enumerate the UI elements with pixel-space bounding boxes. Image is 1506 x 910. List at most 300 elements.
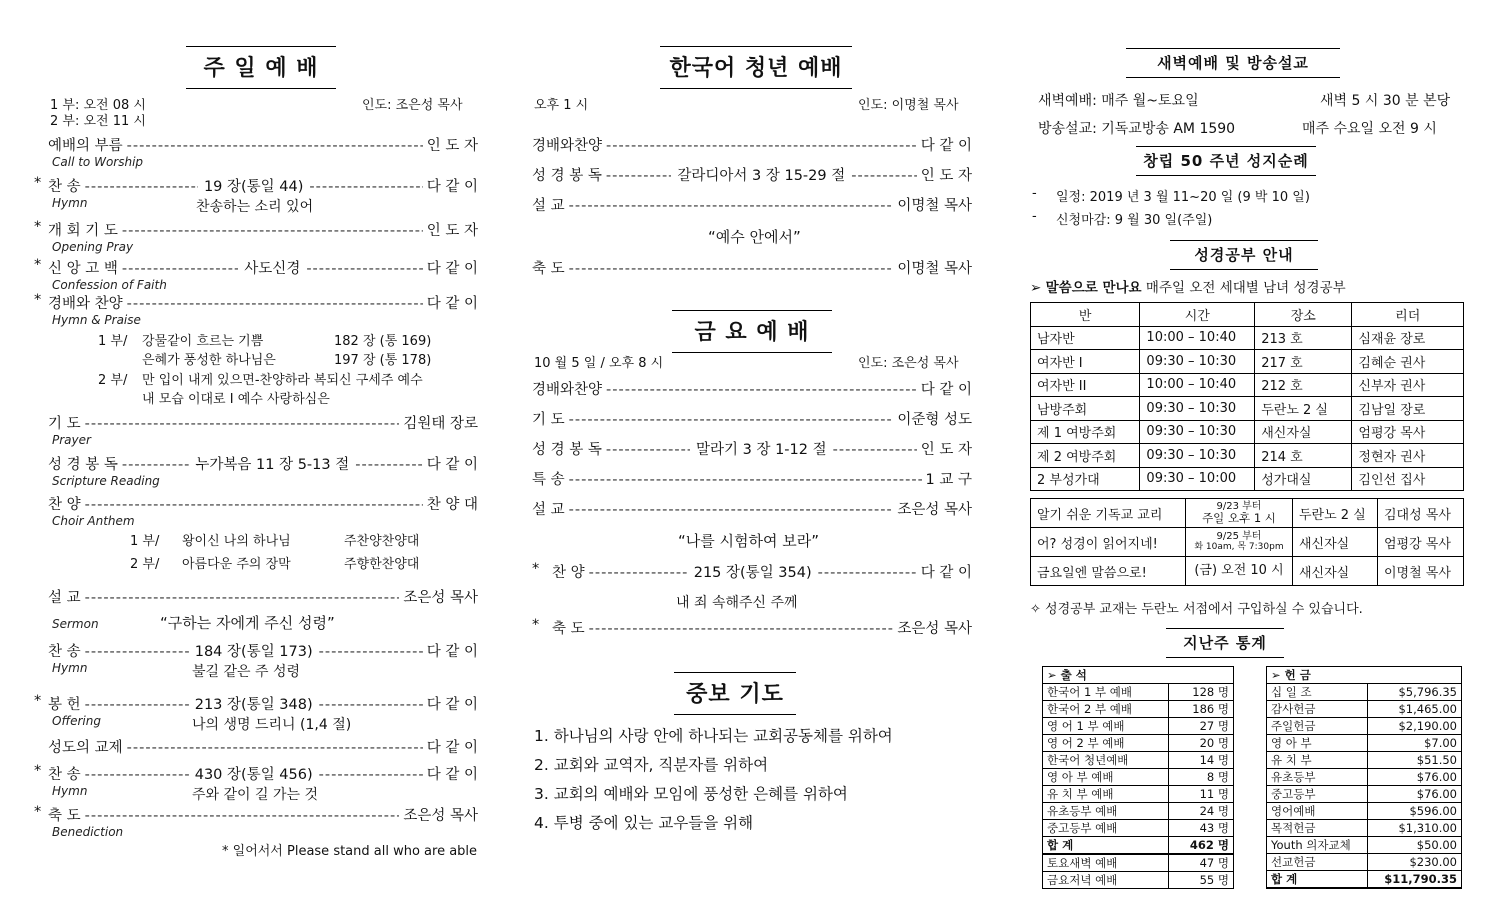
study-time-line-1: 9/23 부터 bbox=[1216, 500, 1262, 512]
youth-sermon-title: “예수 안에서” bbox=[708, 228, 801, 246]
sermon-title: “구하는 자에게 주신 성령” bbox=[160, 614, 335, 632]
stat-label: 영 어 1 부 예배 bbox=[1043, 718, 1169, 735]
stat-label: 영 아 부 예배 bbox=[1043, 769, 1169, 786]
order-detail: 430 장(통일 456) bbox=[194, 767, 313, 783]
stat-label: 선교헌금 bbox=[1267, 854, 1368, 871]
table-cell: 여자반 II bbox=[1031, 373, 1140, 397]
order-leader: 다 같 이 bbox=[426, 767, 478, 783]
order-leader: 인 도 자 bbox=[920, 442, 972, 458]
table-cell: 심재윤 장로 bbox=[1352, 326, 1464, 350]
order-label: 경배와찬양 bbox=[532, 382, 603, 398]
order-row bbox=[34, 693, 478, 714]
friday-sermon-title: “나를 시험하여 보라” bbox=[678, 532, 819, 550]
order-row bbox=[34, 219, 478, 240]
order-leader: 조은성 목사 bbox=[897, 621, 972, 637]
stat-label: 한국어 2 부 예배 bbox=[1043, 701, 1169, 718]
leader-dots bbox=[569, 261, 894, 277]
order-label: 찬 송 bbox=[48, 179, 81, 195]
order-detail: 19 장(통일 44) bbox=[203, 179, 304, 195]
order-label: 봉 헌 bbox=[48, 697, 81, 713]
stat-value: $76.00 bbox=[1368, 769, 1462, 786]
table-row bbox=[1031, 420, 1464, 444]
order-row bbox=[48, 736, 478, 757]
table-cell: 여자반 I bbox=[1031, 350, 1140, 374]
friday-hymn-title: 내 죄 속해주신 주께 bbox=[676, 595, 798, 611]
order-label: 축 도 bbox=[552, 621, 585, 637]
bible-title: 성경공부 안내 bbox=[1170, 240, 1318, 270]
stat-row bbox=[1267, 786, 1462, 803]
stat-row bbox=[1043, 854, 1234, 872]
stat-label: 영 아 부 bbox=[1267, 735, 1368, 752]
stat-value: 14 명 bbox=[1169, 752, 1234, 769]
stat-value: $76.00 bbox=[1368, 786, 1462, 803]
hymn-title: 나의 생명 드리니 (1,4 절) bbox=[192, 717, 352, 733]
stat-row bbox=[1043, 752, 1234, 769]
intercession-item: 3. 교회의 예배와 모임에 풍성한 은혜를 위하여 bbox=[534, 785, 848, 803]
stat-value: $596.00 bbox=[1368, 803, 1462, 820]
order-row bbox=[532, 617, 972, 638]
leader-dots bbox=[319, 767, 423, 783]
choir-team: 주향한찬양대 bbox=[344, 557, 420, 572]
order-label: 찬 송 bbox=[48, 767, 81, 783]
stat-value: $50.00 bbox=[1368, 837, 1462, 854]
stat-value: $5,796.35 bbox=[1368, 684, 1462, 701]
order-row bbox=[532, 561, 972, 582]
order-leader: 이명철 목사 bbox=[897, 198, 972, 214]
stat-value: 20 명 bbox=[1169, 735, 1234, 752]
pilgrimage-title: 창립 50 주년 성지순례 bbox=[1136, 146, 1316, 176]
table-row bbox=[1031, 326, 1464, 350]
stat-label: 유 치 부 bbox=[1267, 752, 1368, 769]
youth-time: 오후 1 시 bbox=[534, 98, 589, 113]
youth-title: 한국어 청년 예배 bbox=[660, 46, 852, 89]
leader-dots bbox=[306, 261, 422, 277]
leader-dots bbox=[606, 168, 672, 184]
leader-dots bbox=[319, 697, 423, 713]
table-row bbox=[1031, 467, 1464, 491]
order-row bbox=[34, 804, 478, 825]
english-label: Benediction bbox=[52, 825, 124, 839]
stand-mark: * bbox=[34, 763, 42, 779]
leader-dots bbox=[122, 261, 238, 277]
table-row bbox=[1031, 557, 1464, 586]
table-cell: 남자반 bbox=[1031, 326, 1140, 350]
leader-dots bbox=[606, 382, 917, 398]
leader-dots bbox=[85, 590, 400, 606]
stat-value: 55 명 bbox=[1169, 872, 1234, 889]
stand-mark: * bbox=[34, 693, 42, 709]
hymn-title: 주와 같이 길 가는 것 bbox=[192, 787, 318, 803]
leader-dots bbox=[85, 179, 198, 195]
stat-value: 24 명 bbox=[1169, 803, 1234, 820]
study-leader: 이명철 목사 bbox=[1378, 557, 1464, 586]
english-label: Hymn & Praise bbox=[52, 313, 141, 327]
order-label: 찬 양 bbox=[552, 565, 585, 581]
stat-total-row bbox=[1267, 871, 1462, 889]
stat-row bbox=[1267, 701, 1462, 718]
order-row bbox=[48, 640, 478, 661]
stat-row bbox=[1267, 735, 1462, 752]
order-leader: 김원태 장로 bbox=[403, 416, 478, 432]
stat-row bbox=[1267, 854, 1462, 871]
english-label: Hymn bbox=[52, 196, 88, 210]
order-detail: 215 장(통일 354) bbox=[693, 565, 812, 581]
arrow-icon: ➢ bbox=[1030, 280, 1046, 296]
choir-team: 주찬양찬양대 bbox=[344, 534, 420, 549]
leader-dots bbox=[606, 138, 917, 154]
choir-song: 왕이신 나의 하나님 bbox=[182, 534, 291, 549]
stat-row bbox=[1267, 769, 1462, 786]
order-row bbox=[48, 134, 478, 155]
dawn-line-2b: 매주 수요일 오전 9 시 bbox=[1302, 121, 1437, 137]
english-label: Call to Worship bbox=[52, 155, 144, 169]
sunday-worship-column bbox=[34, 0, 479, 910]
leader-dots bbox=[569, 502, 894, 518]
sunday-leader: 인도: 조은성 목사 bbox=[362, 98, 463, 113]
order-leader: 인 도 자 bbox=[426, 223, 478, 239]
stat-label: 감사헌금 bbox=[1267, 701, 1368, 718]
stat-label: 영 어 2 부 예배 bbox=[1043, 735, 1169, 752]
table-cell: 09:30 – 10:00 bbox=[1140, 467, 1255, 491]
order-leader: 다 같 이 bbox=[426, 644, 478, 660]
english-label: Hymn bbox=[52, 661, 88, 675]
stat-header-label: 헌 금 bbox=[1284, 668, 1311, 682]
table-cell: 제 2 여방주회 bbox=[1031, 444, 1140, 468]
leader-dots bbox=[85, 497, 423, 513]
order-row bbox=[532, 164, 972, 185]
leader-dots bbox=[569, 198, 894, 214]
leader-dots bbox=[606, 442, 690, 458]
table-cell: 김남일 장로 bbox=[1352, 397, 1464, 421]
table-row bbox=[1031, 350, 1464, 374]
table-cell: 213 호 bbox=[1255, 326, 1352, 350]
stat-row bbox=[1043, 872, 1234, 889]
stat-label: 유 치 부 예배 bbox=[1043, 786, 1169, 803]
stat-value: 27 명 bbox=[1169, 718, 1234, 735]
stat-header-label: 출 석 bbox=[1060, 668, 1087, 682]
study-place: 새신자실 bbox=[1293, 557, 1378, 586]
leader-dots bbox=[589, 565, 688, 581]
stat-total-label: 합 계 bbox=[1267, 871, 1368, 889]
sunday-time-1: 1 부: 오전 08 시 bbox=[50, 98, 146, 113]
leader-dots bbox=[833, 442, 917, 458]
study-name: 금요일엔 말씀으로! bbox=[1031, 557, 1186, 586]
stat-header bbox=[1267, 667, 1462, 684]
table-cell: 2 부성가대 bbox=[1031, 467, 1140, 491]
order-detail: 갈라디아서 3 장 15-29 절 bbox=[677, 168, 846, 184]
table-cell: 217 호 bbox=[1255, 350, 1352, 374]
stat-row bbox=[1267, 684, 1462, 701]
stat-row bbox=[1267, 803, 1462, 820]
order-detail: 말라기 3 장 1-12 절 bbox=[696, 442, 827, 458]
leader-dots bbox=[85, 767, 189, 783]
praise-song: 강물같이 흐르는 기쁨 bbox=[142, 334, 264, 349]
leader-dots bbox=[122, 223, 423, 239]
order-row bbox=[34, 257, 479, 278]
order-row bbox=[34, 175, 478, 196]
order-row bbox=[48, 412, 478, 433]
table-cell: 김혜순 권사 bbox=[1352, 350, 1464, 374]
bible-subtitle bbox=[1030, 276, 1346, 296]
order-label: 성 경 봉 독 bbox=[532, 168, 602, 184]
table-header-cell: 시간 bbox=[1140, 303, 1255, 327]
order-row bbox=[532, 378, 972, 399]
order-detail: 누가복음 11 장 5-13 절 bbox=[195, 457, 350, 473]
stat-row bbox=[1043, 701, 1234, 718]
order-leader: 이명철 목사 bbox=[897, 261, 972, 277]
order-row bbox=[532, 498, 972, 519]
leader-dots bbox=[85, 808, 400, 824]
order-label: 성 경 봉 독 bbox=[532, 442, 602, 458]
study-time-line-1: 9/25 부터 bbox=[1216, 531, 1262, 543]
order-label: 기 도 bbox=[48, 416, 81, 432]
english-label: Hymn bbox=[52, 784, 88, 798]
study-place: 두란노 2 실 bbox=[1293, 499, 1378, 528]
order-detail: 184 장(통일 173) bbox=[194, 644, 313, 660]
order-label: 찬 송 bbox=[48, 644, 81, 660]
table-cell: 남방주회 bbox=[1031, 397, 1140, 421]
stand-mark: * bbox=[34, 219, 42, 235]
stat-label: 중고등부 예배 bbox=[1043, 820, 1169, 837]
arrow-icon: ➢ bbox=[1271, 668, 1285, 682]
study-time-line-2: 화 10am, 목 7:30pm bbox=[1194, 541, 1284, 552]
order-label: 경배와찬양 bbox=[532, 138, 603, 154]
stat-value: 128 명 bbox=[1169, 684, 1234, 701]
table-cell: 09:30 – 10:30 bbox=[1140, 397, 1255, 421]
stat-total-value: 462 명 bbox=[1169, 837, 1234, 855]
study-leader: 김대성 목사 bbox=[1378, 499, 1464, 528]
table-cell: 10:00 – 10:40 bbox=[1140, 326, 1255, 350]
youth-leader: 인도: 이명철 목사 bbox=[858, 98, 959, 113]
stat-total-row bbox=[1043, 837, 1234, 855]
leader-dots bbox=[85, 416, 400, 432]
stand-mark: * bbox=[34, 292, 42, 308]
english-label: Choir Anthem bbox=[52, 514, 135, 528]
order-row bbox=[532, 194, 972, 215]
order-label: 기 도 bbox=[532, 412, 565, 428]
stat-header bbox=[1043, 667, 1234, 684]
choir-part: 1 부/ bbox=[130, 534, 160, 549]
intercession-title: 중보 기도 bbox=[674, 672, 796, 715]
stat-value: $2,190.00 bbox=[1368, 718, 1462, 735]
bible-study-table bbox=[1030, 302, 1464, 491]
attendance-table bbox=[1042, 666, 1234, 889]
choir-song: 아름다운 주의 장막 bbox=[182, 557, 291, 572]
order-label: 설 교 bbox=[48, 590, 81, 606]
dawn-title: 새벽예배 및 방송설교 bbox=[1126, 48, 1340, 78]
intercession-item: 1. 하나님의 사랑 안에 하나되는 교회공동체를 위하여 bbox=[534, 727, 893, 745]
stat-label: 토요새벽 예배 bbox=[1043, 854, 1169, 872]
leader-dots bbox=[127, 740, 423, 756]
stat-label: 중고등부 bbox=[1267, 786, 1368, 803]
order-row bbox=[48, 493, 478, 514]
order-label: 찬 양 bbox=[48, 497, 81, 513]
table-row bbox=[1031, 373, 1464, 397]
stat-value: 186 명 bbox=[1169, 701, 1234, 718]
hymn-title: 불길 같은 주 성령 bbox=[192, 664, 301, 680]
stat-total-label: 합 계 bbox=[1043, 837, 1169, 855]
leader-dots bbox=[85, 644, 189, 660]
dawn-line-2a: 방송설교: 기독교방송 AM 1590 bbox=[1038, 121, 1236, 137]
order-label: 경배와 찬양 bbox=[48, 296, 123, 312]
stand-mark: * bbox=[34, 175, 42, 191]
stat-label: 한국어 1 부 예배 bbox=[1043, 684, 1169, 701]
youth-friday-column bbox=[532, 0, 974, 910]
friday-time: 10 월 5 일 / 오후 8 시 bbox=[534, 356, 664, 371]
table-cell: 10:00 – 10:40 bbox=[1140, 373, 1255, 397]
stand-mark: * bbox=[34, 257, 42, 273]
pilgrimage-dash-1: - bbox=[1032, 186, 1037, 201]
table-cell: 09:30 – 10:30 bbox=[1140, 350, 1255, 374]
dawn-line-1a: 새벽예배: 매주 월~토요일 bbox=[1038, 93, 1199, 109]
english-label: Prayer bbox=[52, 433, 91, 447]
table-cell: 제 1 여방주회 bbox=[1031, 420, 1140, 444]
english-label: Sermon bbox=[52, 617, 99, 631]
order-label: 신 앙 고 백 bbox=[48, 261, 118, 277]
pilgrimage-line-1: 일정: 2019 년 3 월 11~20 일 (9 박 10 일) bbox=[1056, 190, 1310, 205]
order-leader: 다 같 이 bbox=[426, 697, 478, 713]
order-label: 성도의 교제 bbox=[48, 740, 123, 756]
choir-part: 2 부/ bbox=[130, 557, 160, 572]
table-cell: 09:30 – 10:30 bbox=[1140, 420, 1255, 444]
study-time-line-2: 주일 오후 1 시 bbox=[1202, 511, 1276, 526]
english-label: Opening Pray bbox=[52, 240, 134, 254]
pilgrimage-dash-2: - bbox=[1032, 209, 1037, 224]
stat-value: 11 명 bbox=[1169, 786, 1234, 803]
order-leader: 찬 양 대 bbox=[426, 497, 478, 513]
friday-leader: 인도: 조은성 목사 bbox=[858, 356, 959, 371]
stat-total-value: $11,790.35 bbox=[1368, 871, 1462, 889]
order-leader: 조은성 목사 bbox=[897, 502, 972, 518]
hymn-title: 찬송하는 소리 있어 bbox=[196, 199, 314, 215]
table-row bbox=[1031, 499, 1464, 528]
table-cell: 새신자실 bbox=[1255, 420, 1352, 444]
order-row bbox=[532, 468, 972, 489]
order-leader: 다 같 이 bbox=[920, 138, 972, 154]
order-leader: 다 같 이 bbox=[920, 382, 972, 398]
order-leader: 다 같 이 bbox=[426, 179, 478, 195]
stat-label: 주일헌금 bbox=[1267, 718, 1368, 735]
bible-sub-rest: 매주일 오전 세대별 남녀 성경공부 bbox=[1145, 280, 1346, 296]
standing-note: * 일어서서 Please stand all who are able bbox=[222, 844, 478, 859]
stat-value: $230.00 bbox=[1368, 854, 1462, 871]
stat-row bbox=[1043, 769, 1234, 786]
leader-dots bbox=[818, 565, 917, 581]
study-place: 새신자실 bbox=[1293, 528, 1378, 557]
order-row bbox=[532, 408, 972, 429]
stat-value: 47 명 bbox=[1169, 854, 1234, 872]
english-label: Scripture Reading bbox=[52, 474, 160, 488]
arrow-icon: ➢ bbox=[1047, 668, 1061, 682]
leader-dots bbox=[127, 296, 423, 312]
praise-song: 은혜가 풍성한 하나님은 bbox=[142, 353, 276, 368]
stand-mark: * bbox=[532, 617, 540, 633]
stat-header-row bbox=[1043, 667, 1234, 684]
stat-row bbox=[1267, 752, 1462, 769]
order-detail: 사도신경 bbox=[244, 261, 301, 277]
praise-part: 1 부/ bbox=[98, 334, 128, 349]
table-cell: 09:30 – 10:30 bbox=[1140, 444, 1255, 468]
table-header-row bbox=[1031, 303, 1464, 327]
bible-sub-bold: 말씀으로 만나요 bbox=[1045, 280, 1142, 296]
table-cell: 212 호 bbox=[1255, 373, 1352, 397]
order-row bbox=[48, 586, 478, 607]
study-name: 어? 성경이 읽어지네! bbox=[1031, 528, 1186, 557]
stat-value: 8 명 bbox=[1169, 769, 1234, 786]
praise-song: 만 입이 내게 있으면-찬양하라 복되신 구세주 예수 bbox=[142, 373, 423, 388]
leader-dots bbox=[127, 138, 423, 154]
stat-label: 십 일 조 bbox=[1267, 684, 1368, 701]
stat-row bbox=[1043, 820, 1234, 837]
stat-value: $7.00 bbox=[1368, 735, 1462, 752]
stat-value: 43 명 bbox=[1169, 820, 1234, 837]
intercession-item: 2. 교회와 교역자, 직분자를 위하여 bbox=[534, 756, 769, 774]
stat-label: 목적헌금 bbox=[1267, 820, 1368, 837]
table-row bbox=[1031, 528, 1464, 557]
table-header-cell: 반 bbox=[1031, 303, 1140, 327]
order-row bbox=[532, 134, 972, 155]
stat-row bbox=[1267, 820, 1462, 837]
study-time bbox=[1186, 499, 1293, 528]
leader-dots bbox=[851, 168, 917, 184]
order-leader: 다 같 이 bbox=[426, 296, 478, 312]
friday-title: 금 요 예 배 bbox=[672, 310, 832, 353]
stat-row bbox=[1043, 684, 1234, 701]
table-cell: 두란노 2 실 bbox=[1255, 397, 1352, 421]
leader-dots bbox=[355, 457, 423, 473]
order-row bbox=[48, 453, 478, 474]
stat-value: $51.50 bbox=[1368, 752, 1462, 769]
stat-label: 금요저녁 예배 bbox=[1043, 872, 1169, 889]
sunday-title: 주 일 예 배 bbox=[186, 46, 336, 89]
order-leader: 조은성 목사 bbox=[403, 808, 478, 824]
table-cell: 김인선 집사 bbox=[1352, 467, 1464, 491]
table-cell: 엄평강 목사 bbox=[1352, 420, 1464, 444]
praise-song: 내 모습 이대로 I 예수 사랑하심은 bbox=[142, 392, 330, 407]
bible-note: ✧ 성경공부 교재는 두란노 서점에서 구입하실 수 있습니다. bbox=[1030, 602, 1363, 617]
order-leader: 인 도 자 bbox=[920, 168, 972, 184]
praise-number: 197 장 (통 178) bbox=[334, 353, 432, 368]
leader-dots bbox=[589, 621, 894, 637]
leader-dots bbox=[569, 412, 894, 428]
leader-dots bbox=[319, 644, 423, 660]
order-label: 개 회 기 도 bbox=[48, 223, 118, 239]
stand-mark: * bbox=[34, 804, 42, 820]
stat-row bbox=[1043, 735, 1234, 752]
study-leader: 엄평강 목사 bbox=[1378, 528, 1464, 557]
order-leader: 다 같 이 bbox=[426, 261, 479, 277]
leader-dots bbox=[569, 472, 922, 488]
dawn-line-1b: 새벽 5 시 30 분 본당 bbox=[1320, 93, 1451, 109]
leader-dots bbox=[122, 457, 190, 473]
table-header-cell: 리더 bbox=[1352, 303, 1464, 327]
praise-number: 182 장 (통 169) bbox=[334, 334, 432, 349]
info-column bbox=[1030, 0, 1470, 910]
stat-label: Youth 의자교체 bbox=[1267, 837, 1368, 854]
order-leader: 1 교 구 bbox=[925, 472, 972, 488]
stat-row bbox=[1043, 786, 1234, 803]
order-leader: 이준형 성도 bbox=[897, 412, 972, 428]
english-label: Offering bbox=[52, 714, 101, 728]
english-label: Confession of Faith bbox=[52, 278, 167, 292]
offering-table bbox=[1266, 666, 1462, 889]
study-name: 알기 쉬운 기독교 교리 bbox=[1031, 499, 1186, 528]
order-label: 성 경 봉 독 bbox=[48, 457, 118, 473]
praise-part: 2 부/ bbox=[98, 373, 128, 388]
stat-row bbox=[1267, 837, 1462, 854]
stat-header-row bbox=[1267, 667, 1462, 684]
stats-title: 지난주 통계 bbox=[1166, 628, 1284, 658]
